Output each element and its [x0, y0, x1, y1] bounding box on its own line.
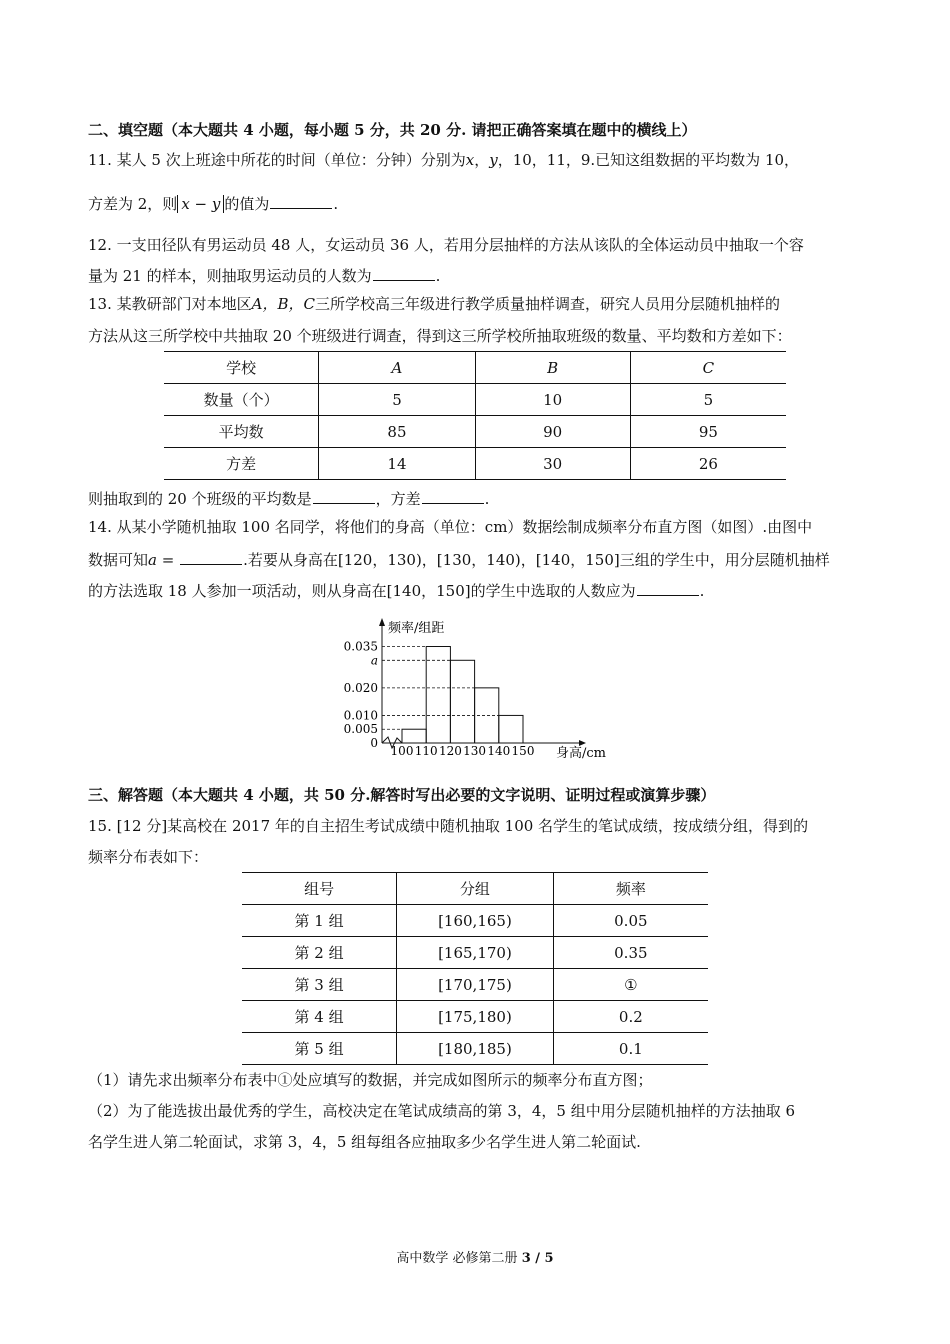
table-row: 第 3 组 [170,175) ①	[242, 969, 708, 1001]
table-row: 平均数 85 90 95	[164, 416, 786, 448]
q15-table	[242, 872, 708, 1065]
section2-heading: 二、填空题（本大题共 4 小题，每小题 5 分，共 20 分. 请把正确答案填在题中的横线上）	[88, 121, 697, 139]
q14-line2: 数据可知a = .若要从身高在[120，130)，[130，140)，[140，150]三组的学生中，用分层随机抽样	[88, 548, 830, 570]
q14-line1: 14. 从某小学随机抽取 100 名同学，将他们的身高（单位：cm）数据绘制成频率分布直方图（如图）.由图中	[88, 518, 813, 536]
q12-line2: 量为 21 的样本，则抽取男运动员的人数为 .	[88, 264, 440, 286]
frequency-histogram	[330, 614, 630, 766]
histogram-bar	[402, 729, 426, 743]
answer-blank[interactable]	[270, 192, 332, 209]
page-footer: 高中数学 必修第二册 3 / 5	[396, 1251, 554, 1266]
section3-heading: 三、解答题（本大题共 4 小题，共 50 分.解答时写出必要的文字说明、证明过程或演算步骤）	[88, 786, 716, 804]
q13-line2: 方法从这三所学校中共抽取 20 个班级进行调查，得到这三所学校所抽取班级的数量、平均数和方差如下：	[88, 327, 792, 345]
answer-blank[interactable]	[180, 548, 242, 565]
q13-table	[164, 351, 786, 480]
x-tick-label: 130	[463, 744, 487, 758]
q15-line2: 频率分布表如下：	[88, 848, 209, 866]
x-tick-label: 120	[438, 744, 462, 758]
y-tick-label: 0.020	[343, 680, 378, 695]
histogram-bar	[450, 660, 474, 743]
page-number: 3 / 5	[521, 1251, 554, 1266]
q12-line1: 12. 一支田径队有男运动员 48 人，女运动员 36 人，若用分层抽样的方法从该队的全体运动员中抽取一个容	[88, 236, 804, 254]
x-tick-label: 140	[487, 744, 511, 758]
table-row: 第 4 组 [175,180) 0.2	[242, 1001, 708, 1033]
answer-blank[interactable]	[422, 487, 484, 504]
x-tick-label: 100	[390, 744, 414, 758]
q14-line3: 的方法选取 18 人参加一项活动，则从身高在[140，150]的学生中选取的人数应为 .	[88, 579, 704, 601]
abs-expression: x − y	[177, 195, 224, 213]
q15-part1: （1）请先求出频率分布表中①处应填写的数据，并完成如图所示的频率分布直方图；	[88, 1071, 653, 1089]
q13-after: 则抽取到的 20 个班级的平均数是 ，方差 .	[88, 487, 489, 509]
histogram-bar	[426, 647, 450, 743]
table-row: 第 5 组 [180,185) 0.1	[242, 1033, 708, 1065]
y-axis-arrow	[379, 618, 385, 626]
answer-blank[interactable]	[313, 487, 375, 504]
q13-line1: 13. 某教研部门对本地区A，B，C三所学校高三年级进行教学质量抽样调查，研究人员用分层随机抽样的	[88, 295, 780, 313]
y-tick-label: 0	[370, 736, 378, 750]
q11-line1: 11. 某人 5 次上班途中所花的时间（单位：分钟）分别为x，y，10，11，9.已知这组数据的平均数为 10，	[88, 151, 800, 169]
answer-blank[interactable]	[373, 264, 435, 281]
y-axis-label: 频率/组距	[388, 621, 445, 636]
table-row: 方差 14 30 26	[164, 448, 786, 480]
table-row: 第 2 组 [165,170) 0.35	[242, 937, 708, 969]
q15-part2-line1: （2）为了能选拔出最优秀的学生，高校决定在笔试成绩高的第 3，4，5 组中用分层随机抽样的方法抽取 6	[88, 1102, 796, 1120]
table-header-row: 组号 分组 频率	[242, 873, 708, 905]
y-tick-label: 0.005	[343, 722, 378, 737]
x-tick-label: 110	[414, 744, 438, 758]
q11-line2: 方差为 2，则 x − y 的值为 .	[88, 192, 338, 214]
q15-part2-line2: 名学生进人第二轮面试，求第 3，4，5 组每组各应抽取多少名学生进人第二轮面试.	[88, 1133, 641, 1151]
table-header-row: 学校 A B C	[164, 352, 786, 384]
x-tick-label: 150	[511, 744, 535, 758]
y-tick-label: 0.035	[343, 639, 378, 654]
y-tick-label: 0.010	[343, 708, 378, 723]
histogram-bar	[499, 715, 523, 743]
table-row: 数量（个） 5 10 5	[164, 384, 786, 416]
y-tick-label: a	[370, 653, 378, 668]
x-axis-label: 身高/cm	[556, 746, 606, 761]
q15-line1: 15. [12 分]某高校在 2017 年的自主招生考试成绩中随机抽取 100 名学生的笔试成绩，按成绩分组，得到的	[88, 817, 809, 835]
table-row: 第 1 组 [160,165) 0.05	[242, 905, 708, 937]
answer-blank[interactable]	[637, 579, 699, 596]
